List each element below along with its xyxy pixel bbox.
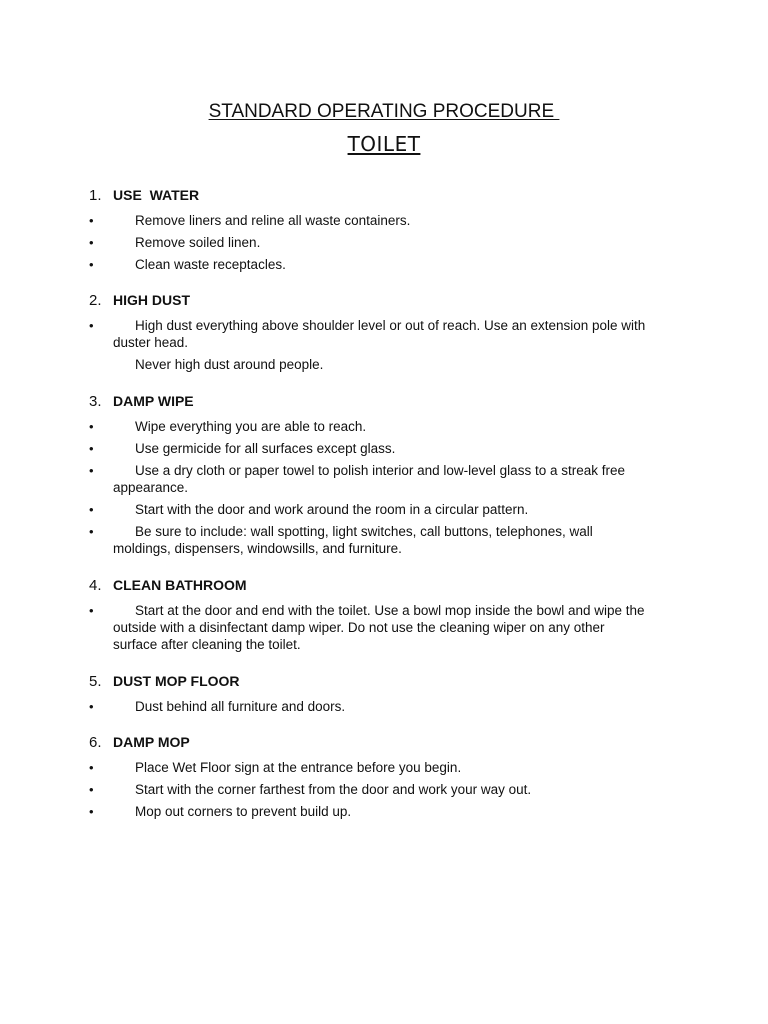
list-item-text: Clean waste receptacles. — [135, 257, 286, 272]
list-item — [89, 317, 649, 351]
section-heading — [89, 673, 649, 695]
list-item-text: Dust behind all furniture and doors. — [135, 699, 346, 714]
section-heading — [89, 187, 649, 209]
bullet-icon: • — [89, 235, 94, 250]
section-number: 3. — [89, 393, 102, 410]
section-number: 6. — [89, 734, 102, 751]
list-item-text: Start at the door and end with the toilet. Use a bowl mop inside the bowl and wipe the outside with a disinfectant damp wiper. Do not use the cleaning wiper on any other surface after cleaning the toilet. — [113, 603, 645, 652]
section-damp-wipe — [89, 393, 649, 562]
list-item — [89, 602, 649, 653]
document-title: STANDARD OPERATING PROCEDURE — [208, 101, 560, 122]
section-damp-mop — [89, 734, 649, 825]
list-item-text: Place Wet Floor sign at the entrance before you begin. — [135, 760, 462, 775]
section-note: Never high dust around people. — [135, 357, 324, 372]
bullet-icon: • — [89, 603, 94, 618]
list-item-text: Start with the corner farthest from the door and work your way out. — [135, 782, 532, 797]
bullet-icon: • — [89, 419, 94, 434]
list-item — [89, 212, 649, 229]
list-item-text: Start with the door and work around the room in a circular pattern. — [135, 502, 529, 517]
bullet-icon: • — [89, 441, 94, 456]
section-title: USE WATER — [113, 187, 200, 203]
bullet-icon: • — [89, 257, 94, 272]
section-number: 5. — [89, 673, 102, 690]
list-item-text: High dust everything above shoulder level or out of reach. Use an extension pole with duster head. — [113, 318, 646, 350]
list-item — [89, 781, 649, 798]
list-item — [89, 698, 649, 715]
list-item — [89, 418, 649, 435]
list-item — [89, 256, 649, 273]
list-item — [89, 803, 649, 820]
bullet-icon: • — [89, 804, 94, 819]
section-title: DAMP MOP — [113, 734, 190, 750]
section-number: 1. — [89, 187, 102, 204]
list-item-text: Be sure to include: wall spotting, light switches, call buttons, telephones, wall moldings, dispensers, windowsills, and furniture. — [113, 524, 593, 556]
list-item-text: Mop out corners to prevent build up. — [135, 804, 352, 819]
list-item — [89, 759, 649, 776]
section-title: DUST MOP FLOOR — [113, 673, 240, 689]
bullet-icon: • — [89, 760, 94, 775]
section-heading — [89, 292, 649, 314]
section-title: CLEAN BATHROOM — [113, 577, 247, 593]
bullet-icon: • — [89, 699, 94, 714]
bullet-icon: • — [89, 524, 94, 539]
section-clean-bathroom — [89, 577, 649, 658]
bullet-icon: • — [89, 318, 94, 333]
bullet-icon: • — [89, 782, 94, 797]
list-item — [89, 501, 649, 518]
section-title: HIGH DUST — [113, 292, 190, 308]
list-item-text: Remove liners and reline all waste containers. — [135, 213, 411, 228]
list-item — [89, 234, 649, 251]
section-heading — [89, 734, 649, 756]
list-item-text: Use a dry cloth or paper towel to polish interior and low-level glass to a streak free appearance. — [113, 463, 625, 495]
section-high-dust — [89, 292, 649, 373]
section-title: DAMP WIPE — [113, 393, 194, 409]
list-item — [89, 462, 649, 496]
section-use-water — [89, 187, 649, 278]
bullet-icon: • — [89, 502, 94, 517]
list-item — [89, 440, 649, 457]
section-number: 2. — [89, 292, 102, 309]
document-subtitle: TOILET — [347, 132, 421, 156]
bullet-icon: • — [89, 213, 94, 228]
section-heading — [89, 393, 649, 415]
bullet-icon: • — [89, 463, 94, 478]
section-heading — [89, 577, 649, 599]
section-dust-mop-floor — [89, 673, 649, 720]
list-item-text: Use germicide for all surfaces except glass. — [135, 441, 396, 456]
section-number: 4. — [89, 577, 102, 594]
list-item-text: Wipe everything you are able to reach. — [135, 419, 367, 434]
list-item — [89, 523, 649, 557]
list-item-text: Remove soiled linen. — [135, 235, 261, 250]
